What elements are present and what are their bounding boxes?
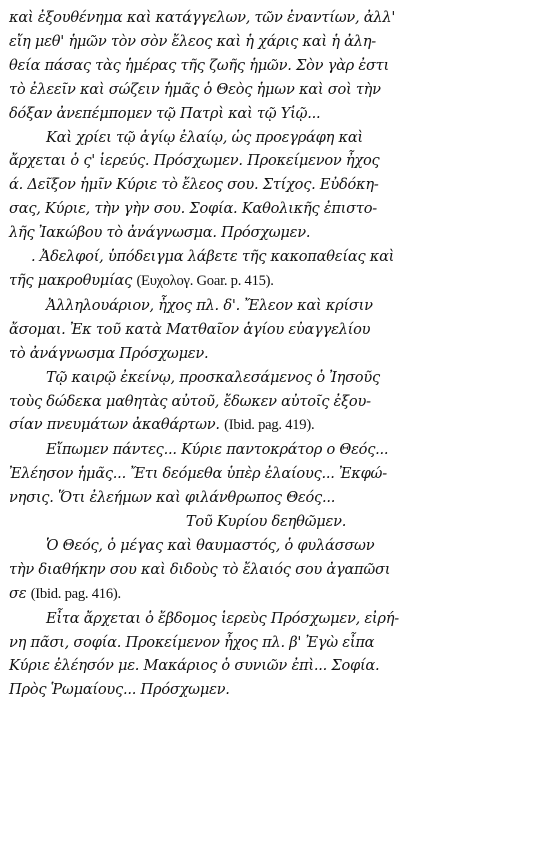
paragraph-epistle <box>9 245 523 294</box>
text-line: νησις. Ὅτι ἐλεήμων καὶ φιλάνθρωπος Θεός... <box>9 489 336 507</box>
text-line: Κύριε ἐλέησόν με. Μακάριος ὁ συνιῶν ἐπὶ... Σοφία. <box>9 657 380 675</box>
text-line: ἄσομαι. Ἐκ τοῦ κατὰ Ματθαῖον ἁγίου εὐαγγελίου <box>9 320 371 338</box>
text-italic: σίαν πνευμάτων ἀκαθάρτων. <box>9 416 225 434</box>
paragraph-seventh-priest <box>9 607 523 703</box>
citation: (Ibid. pag. 419). <box>224 417 315 434</box>
text-line: ἄρχεται ὁ ς' ἱερεύς. Πρόσχωμεν. Προκείμενον ἦχος <box>9 152 380 170</box>
text-line: τὴν διαθήκην σου καὶ διδοὺς τὸ ἔλαιός σου ἀγαπῶσι <box>9 560 391 578</box>
text-line: εἴη μεθ' ἡμῶν τὸν σὸν ἔλεος καὶ ἡ χάρις καὶ ἡ ἀλη- <box>9 32 376 50</box>
heading-centered <box>9 510 523 534</box>
text-line: Εἶτα ἄρχεται ὁ ἔβδομος ἱερεὺς Πρόσχωμεν, εἰρή- <box>46 609 399 627</box>
citation: (Ibid. pag. 416). <box>30 585 121 602</box>
paragraph-anointing <box>9 126 523 246</box>
text-line: Καὶ χρίει τῷ ἁγίῳ ἐλαίῳ, ὡς προεγράφη καὶ <box>46 128 363 146</box>
text-line: . Ἀδελφοί, ὑπόδειγμα λάβετε τῆς κακοπαθείας καὶ <box>31 248 395 266</box>
paragraph-prayer <box>9 534 523 607</box>
text-line: καὶ ἐξουθένημα καὶ κατάγγελων, τῶν ἐναντίων, ἀλλ' <box>9 9 396 26</box>
text-line: τὸ ἀνάγνωσμα Πρόσχωμεν. <box>9 344 209 362</box>
text-line: τὸ ἐλεεῖν καὶ σώζειν ἡμᾶς ὁ Θεὸς ἡμων καὶ σοὶ τὴν <box>9 80 381 98</box>
text-line: δόξαν ἀνεπέμπομεν τῷ Πατρὶ καὶ τῷ Υἱῷ... <box>9 104 321 122</box>
section-heading: Τοῦ Κυρίου δεηθῶμεν. <box>185 513 347 531</box>
citation: (Ευχολογ. Goar. p. 415). <box>136 272 274 289</box>
text-line: Ἀλληλουάριον, ἦχος πλ. δ'. Ἔλεον καὶ κρίσιν <box>46 296 373 314</box>
text-line: θεία πάσας τὰς ἡμέρας τῆς ζωῆς ἡμῶν. Σὸν γὰρ ἐστι <box>9 56 389 74</box>
text-line: τοὺς δώδεκα μαθητὰς αὐτοῦ, ἔδωκεν αὐτοῖς ἐξου- <box>9 392 371 410</box>
text-line <box>9 413 523 438</box>
paragraph-litany <box>9 438 523 510</box>
text-line: Ἐλέησον ἡμᾶς... Ἔτι δεόμεθα ὑπὲρ ἐλαίους... Ἐκφώ- <box>9 465 387 483</box>
text-line: ά. Δεῖξον ἡμῖν Κύριε τὸ ἔλεος σου. Στίχος. Εὐδόκη- <box>9 176 379 194</box>
paragraph-gospel <box>9 366 523 439</box>
text-line: Εἴπωμεν πάντες... Κύριε παντοκράτορ ο Θεός... <box>46 441 389 459</box>
text-line: Τῷ καιρῷ ἐκείνῳ, προσκαλεσάμενος ὁ Ἰησοῦς <box>46 368 380 386</box>
paragraph-alleluia <box>9 294 523 366</box>
text-line <box>9 269 523 294</box>
text-line: Πρὸς Ῥωμαίους... Πρόσχωμεν. <box>9 681 230 699</box>
text-italic: τῆς μακροθυμίας <box>9 271 137 289</box>
text-line <box>9 582 523 607</box>
paragraph-prayer-end <box>9 6 523 126</box>
text-line: νη πᾶσι, σοφία. Προκείμενον ἦχος πλ. β' Ἐγὼ εἶπα <box>9 633 375 651</box>
text-line: σας, Κύριε, τὴν γὴν σου. Σοφία. Καθολικῆς ἐπιστο- <box>9 200 377 218</box>
text-line: λῆς Ἰακώβου τὸ ἀνάγνωσμα. Πρόσχωμεν. <box>9 224 311 242</box>
text-line: Ὁ Θεός, ὁ μέγας καὶ θαυμαστός, ὁ φυλάσσων <box>46 536 375 554</box>
text-italic: σε <box>9 584 31 602</box>
